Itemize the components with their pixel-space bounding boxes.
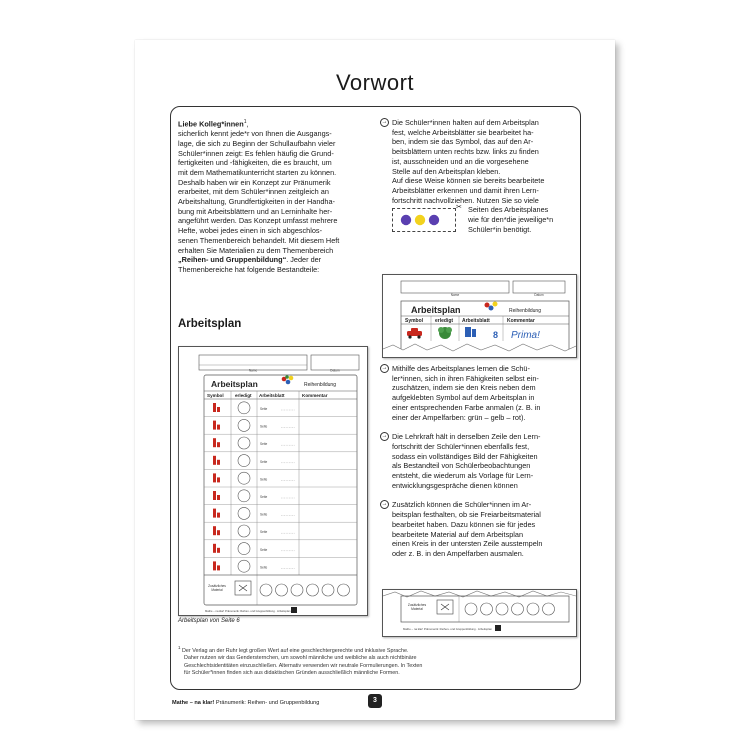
done-circle <box>238 525 250 537</box>
bullet-line: bearbeitete Material auf dem Arbeitsplan <box>392 529 524 539</box>
bullet-line: oder z. B. in den Ampelfarben ausmalen. <box>392 548 524 558</box>
intro-column <box>178 118 368 275</box>
side-note-block <box>392 205 575 235</box>
done-circle <box>238 455 250 467</box>
symbol-strip <box>392 208 456 232</box>
worksheet-example-graphic <box>383 275 576 357</box>
footnote-ref: 1 <box>243 119 247 125</box>
name-label: Name <box>248 368 258 373</box>
bullet-line: als Bestandteil von Schülerbeobachtungen <box>392 461 531 471</box>
side-note-line: Schüler*in benötigt. <box>468 224 532 234</box>
section-heading: Arbeitsplan <box>178 318 242 330</box>
intro-line: fertigkeiten und -fähigkeiten, die es braucht, um <box>178 158 332 168</box>
worksheet-example-thumbnail <box>382 274 577 358</box>
document-page <box>135 40 615 720</box>
bucket-icon <box>213 491 216 500</box>
page-label: Seite <box>260 565 268 570</box>
intro-line: mit dem Mathematikunterricht starten zu können. <box>178 167 337 177</box>
worksheet-thumbnail <box>178 346 368 616</box>
salutation-comma: , <box>246 119 249 129</box>
bullet-line: entwicklungsgespräche dienen können <box>392 480 518 490</box>
scissors-icon: ✂ <box>456 204 462 212</box>
done-circle <box>238 419 250 431</box>
arrow-right-icon: → <box>381 501 388 508</box>
leaf-icon <box>438 327 452 339</box>
bucket-icon <box>213 473 216 482</box>
col-done: erledigt <box>435 318 454 324</box>
worksheet-graphic <box>179 347 367 615</box>
worksheet-title: Arbeitsplan <box>411 305 461 315</box>
bucket-icon-part <box>217 425 220 430</box>
bucket-icon-part <box>217 460 220 465</box>
bucket-icon <box>213 544 216 553</box>
bullet-line: beitsblättern unten rechts bzw. links zu finden <box>392 147 539 157</box>
done-circle <box>238 507 250 519</box>
bullet-line: zuschätzen, indem sie den Kreis neben dem <box>392 383 536 393</box>
done-circle <box>238 490 250 502</box>
page-footer <box>172 700 319 706</box>
extra-material-label-2: Material <box>411 607 423 611</box>
bullet-line: ben, indem sie das Symbol, das auf den Ar- <box>392 137 534 147</box>
bullet-line: Arbeitsblätter erkennen und damit ihren Lern- <box>392 185 539 195</box>
stamp-circle <box>260 584 272 596</box>
bullets-column-2 <box>380 364 575 559</box>
arrow-right-icon: → <box>381 433 388 440</box>
bullet-line: sodass ein vollständiges Bild der Fähigkeiten <box>392 451 538 461</box>
col-done: erledigt <box>235 393 252 398</box>
stamp-circle <box>338 584 350 596</box>
intro-line: erarbeitet, mit dem Schüler*innen zeitgleich an <box>178 187 329 197</box>
done-circle <box>238 402 250 414</box>
worksheet-topic: Reihenbildung <box>509 308 541 314</box>
intro-line: Arbeitshaltung, Grundfertigkeiten in der Handha- <box>178 197 335 207</box>
side-note <box>468 205 553 234</box>
intro-line-topic <box>178 255 368 265</box>
bucket-icon-part <box>217 495 220 500</box>
page-label: Seite <box>260 512 268 517</box>
extra-material-label: Zusätzliches <box>407 603 427 607</box>
bullet-line: einen Kreis in der untersten Zeile ausstempeln <box>392 539 543 549</box>
salutation <box>178 118 368 129</box>
bullet-line: fest, welche Arbeitsblätter sie bearbeitet ha- <box>392 127 534 137</box>
stamp-circle <box>465 603 477 615</box>
page-label: Seite <box>260 547 268 552</box>
bullet-line: Stelle auf den Arbeitsplan kleben. <box>392 166 501 176</box>
bucket-icon <box>213 456 216 465</box>
extra-material-label: Zusätzliches <box>208 584 226 588</box>
stamp-circle <box>291 584 303 596</box>
worksheet-stamp-graphic <box>383 590 576 636</box>
done-circle <box>238 437 250 449</box>
bullet-3 <box>380 432 575 490</box>
footer-brand: Mathe – na klar! <box>172 700 215 706</box>
bullets-column <box>380 118 575 235</box>
intro-line: Schüler*innen zeigt: Es fehlen häufig die Grund- <box>178 148 334 158</box>
page-label: Seite <box>260 407 268 411</box>
stamp-circle <box>496 603 508 615</box>
bucket-icon-part <box>217 407 220 412</box>
intro-line: senen Themenbereich behandelt. Mit diesem Heft <box>178 235 340 245</box>
intro-line: Deshalb haben wir ein Konzept zur Pränumerik <box>178 177 331 187</box>
bucket-icon <box>213 403 216 412</box>
footnote-line: für Schüler*innen finden sich aus didaktischen Gründen ausschließlich männliche Formen. <box>184 670 400 677</box>
example-comment: Prima! <box>511 330 540 341</box>
stamp-circle <box>512 603 524 615</box>
bullet-line: fortschritt der Schüler*innen ebenfalls fest, <box>392 441 530 451</box>
bullet-line: einer der Ampelfarben: grün – gelb – rot). <box>392 412 526 422</box>
bucket-icon <box>213 526 216 535</box>
date-label: Datum <box>534 293 544 297</box>
bullet-line: ler*innen, sich in ihren Fähigkeiten selbst ein- <box>392 373 539 383</box>
stamp-circle <box>481 603 493 615</box>
footnote <box>178 644 573 678</box>
arrow-right-icon: → <box>381 365 388 371</box>
footnote-line: Geschlechtsidentitäten einzuschließen. Alternativ verwenden wir neutrale Formulierungen. In Texten <box>184 662 423 669</box>
col-comment: Kommentar <box>507 318 535 324</box>
footer-text: Pränumerik: Reihen- und Gruppenbildung <box>214 700 320 706</box>
bullet-line: beitsplan festhalten, ob sie Freiarbeitsmaterial <box>392 510 541 520</box>
stamp-circle <box>307 584 319 596</box>
stamp-circle <box>527 603 539 615</box>
bucket-icon <box>213 438 216 447</box>
colored-dots-icon <box>485 302 498 311</box>
side-note-line: wie für den*die jeweilige*n <box>468 215 554 225</box>
bullet-line: Zusätzlich können die Schüler*innen im Ar- <box>392 500 532 510</box>
salutation-text: Liebe Kolleg*innen <box>178 119 244 129</box>
bucket-icon-part <box>217 477 220 482</box>
example-page-number: 8 <box>493 330 499 340</box>
col-symbol: Symbol <box>207 393 224 398</box>
intro-line: lage, die sich zu Beginn der Schullaufbahn vieler <box>178 138 336 148</box>
bucket-icon-part <box>217 548 220 553</box>
car-icon <box>407 328 422 339</box>
bullet-2 <box>380 364 575 422</box>
name-label: Name <box>450 293 460 297</box>
bucket-icon <box>213 509 216 518</box>
done-circle <box>238 472 250 484</box>
bullet-line: fortschritt nachvollziehen. Nutzen Sie so viele <box>392 195 539 205</box>
done-circle <box>238 560 250 572</box>
footnote-text: Der Verlag an der Ruhr legt großen Wert auf eine geschlechtergerechte und inklusive Sprache. <box>182 647 409 654</box>
violet-dot <box>401 215 411 225</box>
violet-dot <box>429 215 439 225</box>
bucket-icon <box>213 421 216 430</box>
intro-line: Hefte, wobei jedes einen in sich abgeschlos- <box>178 226 322 236</box>
intro-line: angeführt werden. Das Konzept umfasst mehrere <box>178 216 338 226</box>
worksheet-topic: Reihenbildung <box>304 382 336 388</box>
bullet-line: Die Schüler*innen halten auf dem Arbeitsplan <box>392 118 539 127</box>
bullet-4 <box>380 500 575 558</box>
topic-name: „Reihen- und Gruppenbildung“ <box>178 255 287 265</box>
worksheet-title: Arbeitsplan <box>211 379 258 389</box>
bullet-line: einer entsprechenden Farbe anmalen (z. B. in <box>392 402 541 412</box>
col-sheet: Arbeitsblatt <box>462 318 490 324</box>
thumbnail-caption: Arbeitsplan von Seite 6 <box>178 618 240 624</box>
col-symbol: Symbol <box>405 318 424 324</box>
worksheet-footer-note: Mathe – na klar! Pränumerik: Reihen- und Gruppenbildung · Arbeitsplan <box>403 627 492 631</box>
page-label: Seite <box>260 442 268 447</box>
worksheet-footer-note: Mathe – na klar! Pränumerik: Reihen- und Gruppenbildung · Arbeitsplan <box>205 610 291 613</box>
page-label: Seite <box>260 495 268 499</box>
stamp-circle <box>322 584 334 596</box>
done-circle <box>238 543 250 555</box>
arrow-right-icon: → <box>381 119 388 125</box>
date-label: Datum <box>330 368 340 373</box>
page-label: Seite <box>260 530 268 535</box>
footnote-mark: 1 <box>178 645 181 650</box>
page-label: Seite <box>260 459 268 464</box>
colored-dots-icon <box>282 375 294 384</box>
bucket-icon <box>465 327 476 337</box>
yellow-dot <box>415 215 425 225</box>
bucket-icon-part <box>217 442 220 447</box>
bullet-line: aufgeklebten Symbol auf dem Arbeitsplan in <box>392 393 535 403</box>
intro-line: Themenbereiche hat folgende Bestandteile: <box>178 264 320 274</box>
col-comment: Kommentar <box>302 393 328 398</box>
page-title: Vorwort <box>335 70 415 95</box>
colored-dots-icon <box>393 209 455 231</box>
bullet-line: Auf diese Weise können sie bereits bearbeitete <box>392 176 545 186</box>
col-sheet: Arbeitsblatt <box>259 393 285 398</box>
bullet-line: Die Lehrkraft hält in derselben Zeile den Lern- <box>392 432 541 442</box>
footnote-line <box>178 644 573 655</box>
page-label: Seite <box>260 424 268 429</box>
page-label: Seite <box>260 477 268 482</box>
bullet-line: bearbeitet haben. Dazu können sie für jedes <box>392 519 536 529</box>
bullet-1 <box>380 118 575 235</box>
intro-line: erhalten Sie Materialien zu dem Themenbereich <box>178 245 334 255</box>
footnote-line: Daher nutzen wir das Gendersternchen, um sowohl männliche und weibliche als auch nichtbinäre <box>184 655 417 662</box>
bullet-line: entsteht, die wiederum als Vorlage für Lern- <box>392 471 534 481</box>
bucket-icon-part <box>217 513 220 518</box>
bucket-icon-part <box>217 530 220 535</box>
extra-material-label-2: Material <box>211 588 223 592</box>
page-number: 3 <box>368 694 382 708</box>
topic-after: . Jeder der <box>286 255 322 265</box>
bucket-icon-part <box>217 565 220 570</box>
side-note-line: Seiten des Arbeitsplanes <box>468 205 549 215</box>
stamp-circle <box>543 603 555 615</box>
stamp-circle <box>276 584 288 596</box>
intro-line: bung mit Arbeitsblättern und an Lerninhalte her- <box>178 206 333 216</box>
intro-line: sicherlich kennt jede*r von Ihnen die Ausgangs- <box>178 129 332 139</box>
bucket-icon <box>213 561 216 570</box>
bullet-line: ist, ausschneiden und an die vorgesehene <box>392 156 529 166</box>
worksheet-stamp-thumbnail <box>382 589 577 637</box>
bullet-line: Mithilfe des Arbeitsplanes lernen die Schü- <box>392 364 530 373</box>
